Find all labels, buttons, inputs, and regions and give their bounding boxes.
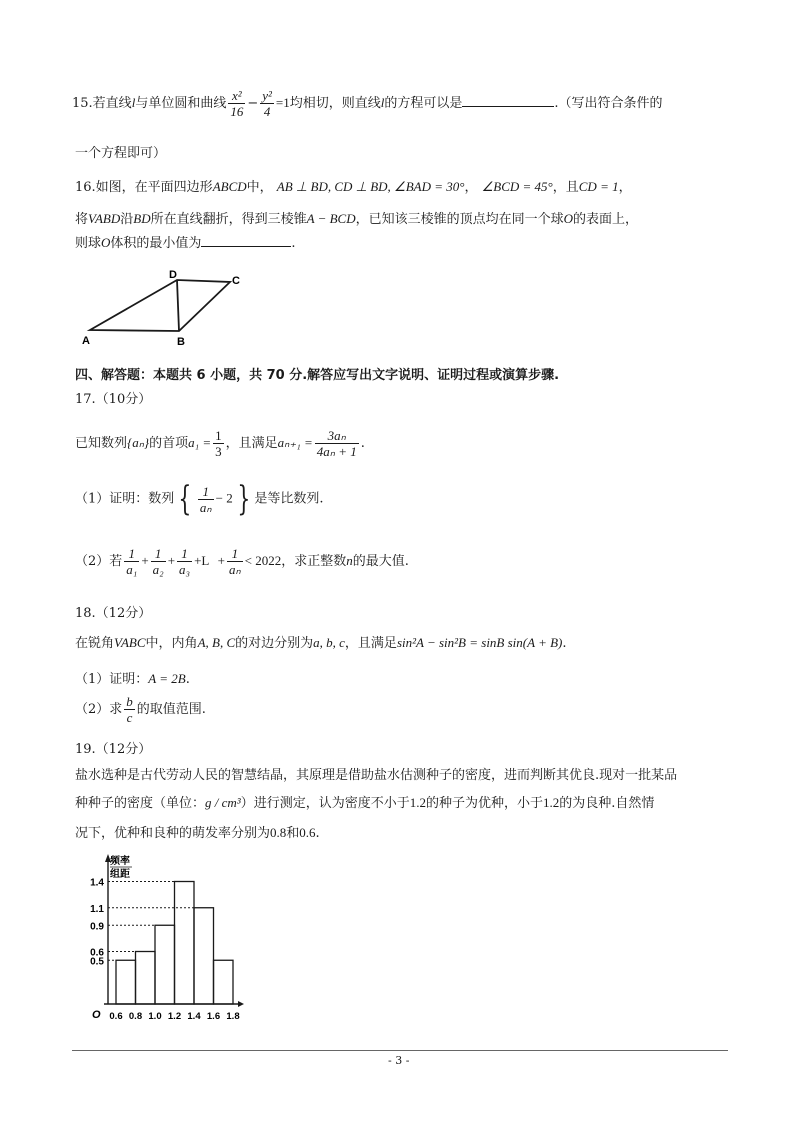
- histogram-bar: [194, 908, 214, 1004]
- q18-heading: 18.（12分）: [75, 606, 152, 621]
- histogram-bar: [155, 925, 175, 1004]
- q17-part2: （2）若 $\frac{1}{\text{a₁}}$ + $\frac{1}{\text{a₂}}$ + $\frac{1}{\text{a₃}}$ +L + $\frac{1}{\text{aₙ}}$ < 2022，求正整数n的最大值.: [75, 546, 409, 577]
- x-tick-label: 0.8: [128, 1011, 143, 1022]
- q17-heading: 17.（10分）: [75, 392, 152, 407]
- x-tick-label: 1.6: [206, 1011, 221, 1022]
- label-b: B: [177, 336, 185, 346]
- x-tick-label: 1.0: [148, 1011, 162, 1022]
- histogram-bar: [214, 960, 234, 1004]
- histogram-bar: [116, 960, 136, 1004]
- histogram-bar: [175, 882, 195, 1005]
- answer-blank-16: [201, 234, 291, 247]
- y-tick-label: 0.5: [90, 956, 104, 968]
- y-tick-label: 0.9: [90, 921, 104, 933]
- y-tick-label: 0.6: [90, 947, 104, 959]
- y-label-bottom: 组距: [110, 869, 130, 880]
- label-d: D: [169, 269, 177, 281]
- q16-line2: 将VABD沿BD所在直线翻折，得到三棱锥A − BCD，已知该三棱锥的顶点均在同一个球O的表面上，: [75, 211, 639, 227]
- q17-stem: 已知数列{aₙ}的首项a₁ = $\frac{1}{3}$ ，且满足aₙ₊₁ = $\frac{\text{3aₙ}}{\text{4aₙ + 1}}$ .: [75, 428, 365, 459]
- x-tick-label: 1.2: [167, 1011, 182, 1022]
- x-axis-arrow: [238, 1001, 244, 1007]
- label-a: A: [82, 335, 90, 346]
- y-tick-label: 1.4: [90, 877, 104, 889]
- x-tick-label: 1.4: [187, 1011, 201, 1022]
- x-tick-label: 1.8: [226, 1011, 240, 1022]
- q15-line1: 15.若直线l与单位圆和曲线 $\frac{\text{x²}}{16}$ − $\frac{\text{y²}}{4}$ =1均相切，则直线l的方程可以是 .（写出符合条件的: [72, 88, 663, 119]
- q17-part1: （1）证明：数列 { $\frac{1}{\text{aₙ}}$ − 2 } 是等比数列.: [75, 479, 324, 519]
- answer-blank-15: [462, 94, 554, 107]
- q18-part2: （2）求 $\frac{b}{c}$ 的取值范围.: [75, 694, 206, 725]
- x-tick-label: 0.6: [109, 1011, 123, 1022]
- density-histogram: [70, 850, 250, 1030]
- q16-line3: 则球O体积的最小值为 .: [75, 235, 296, 251]
- y-label-top: 频率: [110, 856, 130, 867]
- section-heading: 四、解答题：本题共 6 小题，共 70 分.解答应写出文字说明、证明过程或演算步骤.: [75, 368, 560, 383]
- histogram-bar: [136, 952, 156, 1005]
- q19-line3: 况下，优种和良种的萌发率分别为0.8和0.6.: [75, 825, 320, 841]
- fraction-y2-4: $\frac{\text{y²}}{4}$: [262, 88, 272, 119]
- origin-label: O: [92, 1009, 101, 1021]
- fraction-x2-16: $\frac{\text{x²}}{16}$: [230, 88, 244, 119]
- footer-rule: [72, 1050, 728, 1051]
- q18-part1: （1）证明：A = 2B.: [75, 671, 190, 687]
- quad-outline: [90, 280, 230, 331]
- q16-line1: 16.如图，在平面四边形ABCD中， AB ⊥ BD, CD ⊥ BD, ∠BAD = 30°， ∠BCD = 45°，且CD = 1，: [75, 179, 632, 195]
- q18-stem: 在锐角VABC中，内角A, B, C的对边分别为a, b, c，且满足sin²A − sin²B = sinB sin(A + B).: [75, 635, 567, 651]
- y-tick-label: 1.1: [90, 903, 104, 915]
- diagonal-bd: [177, 280, 179, 331]
- q19-line1: 盐水选种是古代劳动人民的智慧结晶，其原理是借助盐水估测种子的密度，进而判断其优良.现对一批某品: [75, 768, 678, 783]
- q19-heading: 19.（12分）: [75, 742, 152, 757]
- q15-line2: 一个方程即可）: [75, 146, 167, 161]
- page-number: - 3 -: [388, 1054, 410, 1067]
- q19-line2: 种种子的密度（单位：g / cm³）进行测定，认为密度不小于1.2的种子为优种，小于1.2的为良种.自然情: [75, 795, 655, 811]
- label-c: C: [232, 275, 240, 287]
- quadrilateral-figure: [80, 268, 250, 346]
